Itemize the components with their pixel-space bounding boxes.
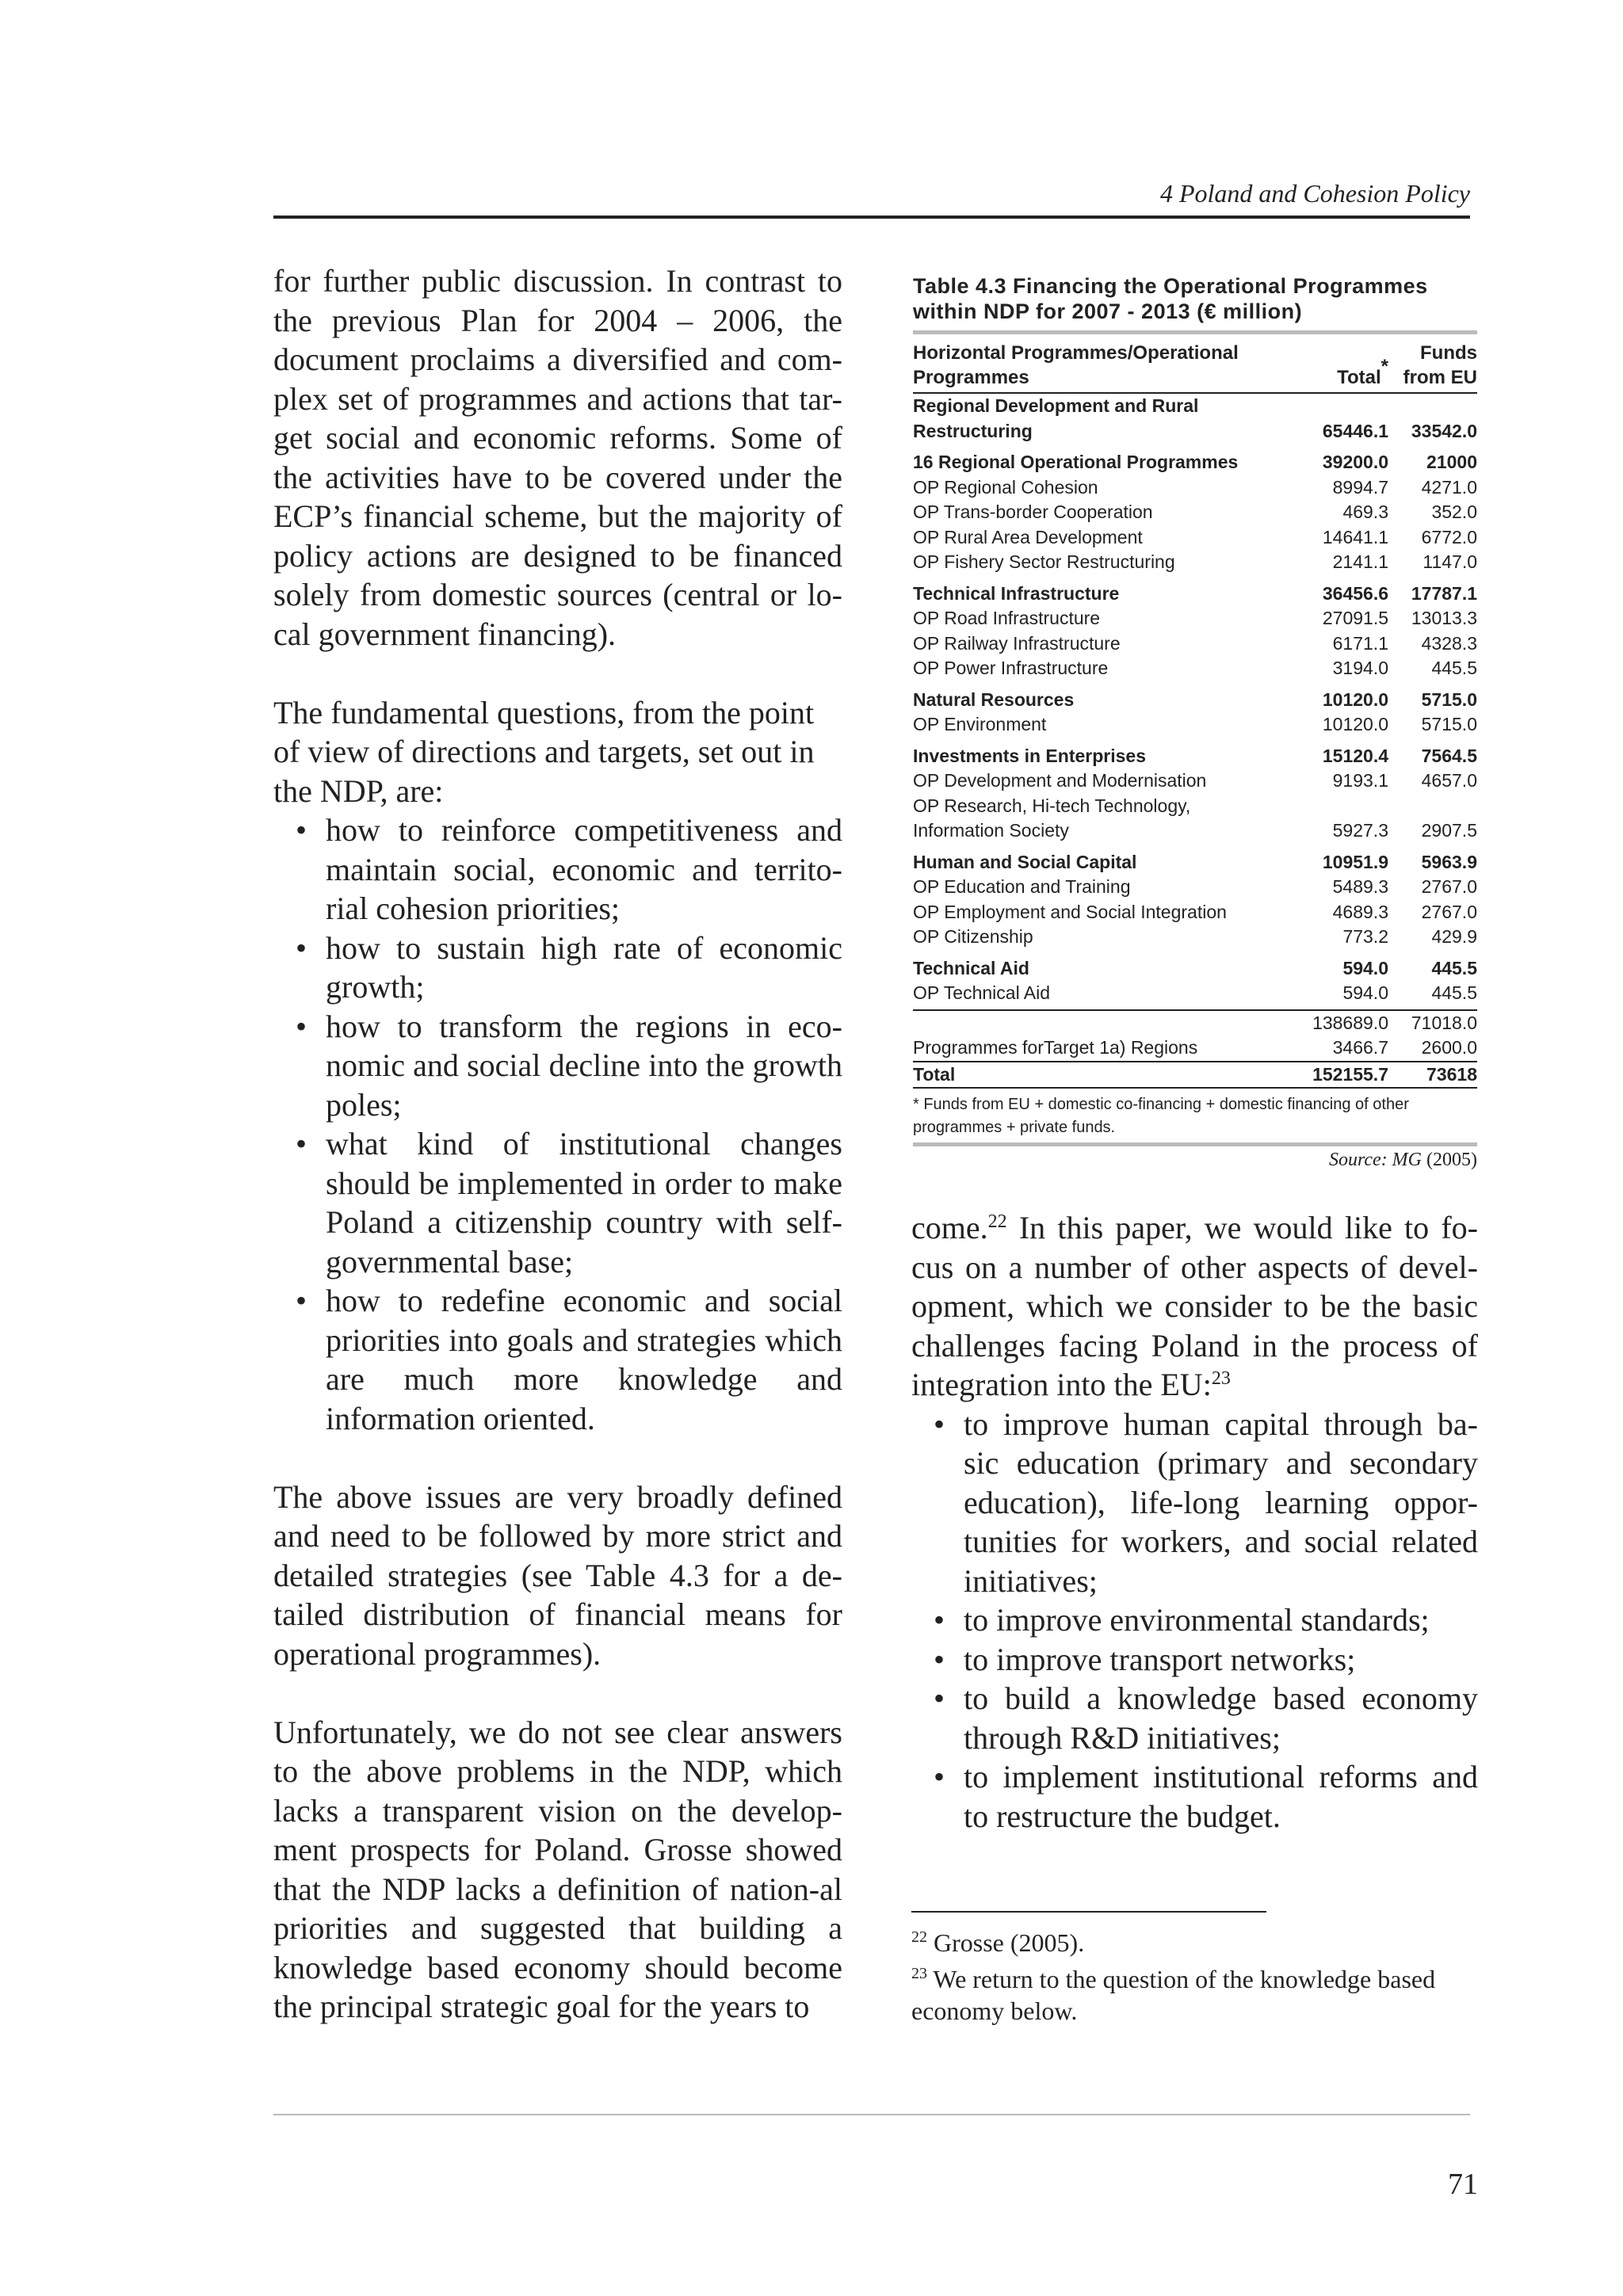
footnote-divider (911, 1911, 1266, 1913)
row-eu: 1147.0 (1423, 551, 1477, 572)
row-eu: 2907.5 (1421, 820, 1477, 841)
table-row (913, 981, 1477, 1006)
table-row (913, 606, 1477, 631)
table-row (913, 525, 1477, 551)
row-label: OP Power Infrastructure (913, 658, 1109, 678)
table-row (913, 550, 1477, 575)
table-row (913, 818, 1477, 844)
table-row (913, 450, 1477, 475)
row-total: 36456.6 (1322, 582, 1388, 604)
table-row (913, 850, 1477, 875)
list-item: • to improve transport networks; (911, 1640, 1478, 1680)
row-eu: 445.5 (1431, 957, 1477, 978)
row-label: OP Development and Modernisation (913, 770, 1207, 791)
table-row (913, 769, 1477, 794)
table-row (913, 394, 1477, 419)
table-row-total: Total 152155.7 73618 (913, 1062, 1477, 1089)
footnote: $^{23}$ We return to the question of the knowledge based economy below. (911, 1965, 1436, 2025)
footnotes (911, 1927, 1478, 2031)
paragraph: Unfortunately, we do not see clear answers to the above problems in the NDP, which lacks a transparent vision on the develop-ment prospects for Poland. Grosse showed that the NDP lacks a definition of nation-al priorities and suggested that building a knowledge based economy should become the principal strategic goal for the years to (273, 1714, 842, 2024)
list-item: • to improve environmental standards; (911, 1600, 1478, 1640)
table-row (913, 925, 1477, 950)
financing-table (913, 273, 1477, 1172)
table-row-target: Programmes forTarget 1a) Regions 3466.7 2600.0 (913, 1035, 1477, 1062)
row-label: OP Road Infrastructure (913, 608, 1101, 628)
running-title: 4 Poland and Cohesion Policy (1159, 179, 1470, 208)
row-eu: 5963.9 (1421, 851, 1477, 872)
list-item: • how to sustain high rate of economic growth; (273, 929, 842, 1007)
row-total: 10951.9 (1322, 851, 1388, 872)
row-eu: 21000 (1426, 452, 1477, 472)
row-total: 594.0 (1342, 957, 1388, 978)
row-eu (1388, 794, 1477, 819)
row-total: 9193.1 (1332, 770, 1388, 791)
row-label: Human and Social Capital (913, 851, 1137, 872)
row-total (1285, 394, 1388, 419)
row-total: 10120.0 (1322, 714, 1388, 734)
table-row (913, 744, 1477, 769)
row-eu: 7564.5 (1421, 745, 1477, 766)
table-source: Source: MG (2005) (1328, 1150, 1477, 1170)
table-row (913, 656, 1477, 681)
row-total: 15120.4 (1322, 745, 1388, 766)
table-row (913, 475, 1477, 501)
row-eu: 429.9 (1431, 926, 1477, 947)
footnote: $^{22}$ Grosse (2005). (911, 1928, 1085, 1957)
row-total: 594.0 (1342, 982, 1388, 1003)
row-total: 773.2 (1342, 926, 1388, 947)
row-label: OP Employment and Social Integration (913, 901, 1227, 922)
bullet-list (273, 810, 842, 1438)
row-label: OP Environment (913, 714, 1047, 734)
table-caption (913, 273, 1477, 334)
header-total: Total* (1337, 356, 1388, 388)
list-item: • to implement institutional reforms and to restructure the budget. (911, 1757, 1478, 1836)
row-label: OP Research, Hi-tech Technology, (913, 795, 1191, 816)
page-number: 71 (1448, 2168, 1478, 2201)
row-label: OP Trans-border Cooperation (913, 502, 1153, 522)
footnote-ref[interactable]: 22 (987, 1211, 1007, 1232)
row-label: OP Railway Infrastructure (913, 632, 1121, 654)
header-programmes: Horizontal Programmes/Operational Programmes (913, 342, 1239, 388)
row-label: Technical Infrastructure (913, 582, 1120, 604)
row-total: 5489.3 (1332, 876, 1388, 897)
row-label: 16 Regional Operational Programmes (913, 452, 1239, 472)
row-label: OP Regional Cohesion (913, 476, 1098, 498)
row-eu: 5715.0 (1421, 688, 1477, 710)
row-label: OP Fishery Sector Restructuring (913, 551, 1175, 572)
row-label: Restructuring (913, 420, 1033, 441)
paragraph: The above issues are very broadly defined and need to be followed by more strict and detailed strategies (see Table 4.3 for a de-tailed distribution of financial means for operational programmes). (273, 1478, 842, 1672)
caption-line: within NDP for 2007 - 2013 (€ million) (913, 299, 1303, 323)
table-row (913, 956, 1477, 982)
table-body (913, 394, 1477, 1006)
row-eu: 17787.1 (1411, 582, 1477, 604)
row-eu: 33542.0 (1411, 420, 1477, 441)
row-eu: 352.0 (1431, 502, 1477, 522)
row-label: OP Technical Aid (913, 982, 1051, 1003)
table-row (913, 688, 1477, 713)
row-label: OP Education and Training (913, 876, 1131, 897)
row-eu: 13013.3 (1411, 608, 1477, 628)
row-label: OP Citizenship (913, 926, 1033, 947)
list-item: • how to redefine economic and social priorities into goals and strategies which are much more knowledge and information oriented. (273, 1281, 842, 1438)
row-eu: 445.5 (1431, 658, 1477, 678)
left-column (273, 261, 842, 2027)
row-eu: 4271.0 (1421, 476, 1477, 498)
paragraph: for further public discussion. In contrast to the previous Plan for 2004 – 2006, the document proclaims a diversified and com-plex set of programmes and actions that tar-get social and economic reforms. Some of the activities have to be covered under the ECP’s financial scheme, but the majority of policy actions are designed to be financed solely from domestic sources (central or lo-cal government financing). (273, 263, 842, 652)
row-label: Regional Development and Rural (913, 395, 1199, 416)
bullet-list (911, 1405, 1478, 1836)
table-row (913, 419, 1477, 444)
row-eu: 2767.0 (1421, 901, 1477, 922)
row-total: 2141.1 (1332, 551, 1388, 572)
row-eu: 5715.0 (1421, 714, 1477, 734)
list-item: • to improve human capital through ba-sic education (primary and secondary education), life-long learning oppor-tunities for workers, and social related initiatives; (911, 1405, 1478, 1601)
table-row (913, 794, 1477, 819)
row-eu (1388, 394, 1477, 419)
header-funds-eu: Funds from EU (1403, 342, 1477, 388)
list-item: • how to transform the regions in eco-nomic and social decline into the growth poles; (273, 1007, 842, 1125)
table-row-subtotal: 138689.0 71018.0 (913, 1009, 1477, 1036)
table-header (913, 334, 1477, 394)
list-item: • what kind of institutional changes should be implemented in order to make Poland a citizenship country with self-governmental base; (273, 1124, 842, 1281)
row-eu: 445.5 (1431, 982, 1477, 1003)
footnote-ref[interactable]: 23 (1211, 1368, 1231, 1389)
table-row (913, 875, 1477, 900)
row-total: 8994.7 (1332, 476, 1388, 498)
row-total: 14641.1 (1322, 526, 1388, 547)
paragraph: come.$^{22}$ In this paper, we would like to fo-cus on a number of other aspects of devel-opment, which we consider to be the basic challenges facing Poland in the process of integration into the EU:$^{23}$ (911, 1210, 1478, 1402)
row-total: 39200.0 (1322, 452, 1388, 472)
row-label: Natural Resources (913, 688, 1075, 710)
bottom-divider (273, 2114, 1470, 2115)
row-total: 10120.0 (1322, 688, 1388, 710)
row-total: 469.3 (1342, 502, 1388, 522)
row-total: 3194.0 (1332, 658, 1388, 678)
table-row (913, 631, 1477, 657)
running-header (273, 176, 1470, 219)
right-column (911, 1208, 1478, 1836)
row-eu: 4328.3 (1421, 632, 1477, 654)
row-total: 4689.3 (1332, 901, 1388, 922)
table-row (913, 712, 1477, 738)
table-row (913, 582, 1477, 607)
list-item: • to build a knowledge based economy through R&D initiatives; (911, 1679, 1478, 1757)
row-label: Investments in Enterprises (913, 745, 1146, 766)
table-note: * Funds from EU + domestic co-financing + domestic financing of other programmes + private funds. (913, 1089, 1477, 1146)
paragraph: The fundamental questions, from the point of view of directions and targets, set out in the NDP, are: (273, 694, 815, 809)
row-label: Information Society (913, 820, 1069, 841)
row-total: 27091.5 (1322, 608, 1388, 628)
row-eu: 6772.0 (1421, 526, 1477, 547)
row-label: Technical Aid (913, 957, 1029, 978)
row-total: 65446.1 (1322, 420, 1388, 441)
list-item: • how to reinforce competitiveness and maintain social, economic and territo-rial cohesion priorities; (273, 810, 842, 929)
row-total: 5927.3 (1332, 820, 1388, 841)
row-eu: 2767.0 (1421, 876, 1477, 897)
row-total (1285, 794, 1388, 819)
caption-line: Table 4.3 Financing the Operational Programmes (913, 274, 1428, 298)
table-row (913, 900, 1477, 925)
row-total: 6171.1 (1332, 632, 1388, 654)
row-label: OP Rural Area Development (913, 526, 1143, 547)
row-eu: 4657.0 (1421, 770, 1477, 791)
table-row (913, 500, 1477, 525)
